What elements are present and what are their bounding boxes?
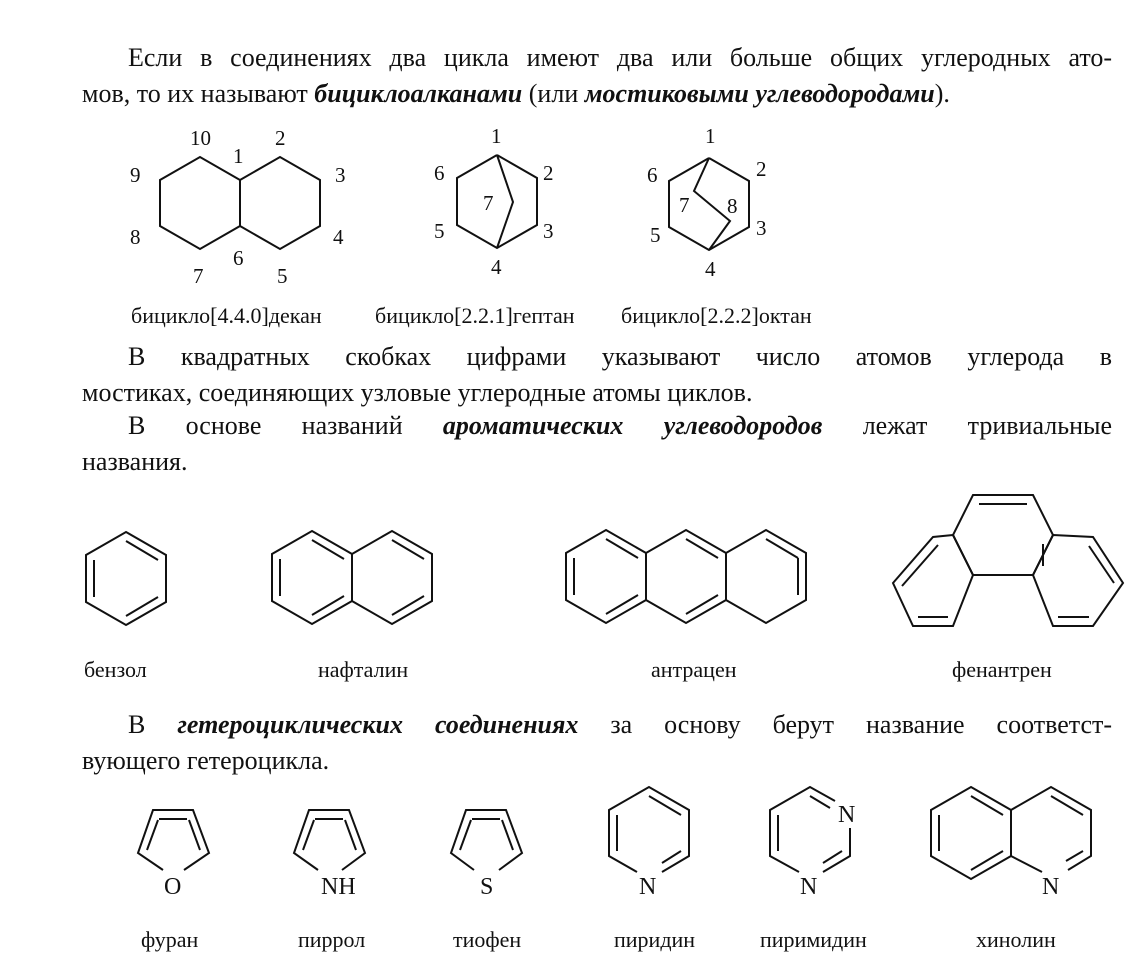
- svg-text:4: 4: [333, 225, 344, 249]
- term-bridged-hydrocarbons: мостиковыми углеводородами: [584, 79, 935, 108]
- term-bicycloalkanes: бициклоалканами: [314, 79, 523, 108]
- svg-text:5: 5: [650, 223, 661, 247]
- svg-text:3: 3: [543, 219, 554, 243]
- caption-pyrrole: пиррол: [298, 927, 366, 952]
- caption-pyridine: пиридин: [614, 927, 696, 952]
- caption-bicyclooctane: бицикло[2.2.2]октан: [621, 303, 812, 328]
- svg-text:N: N: [639, 874, 657, 900]
- svg-text:3: 3: [756, 216, 767, 240]
- svg-text:S: S: [480, 874, 494, 900]
- pyrrole-structure: [294, 810, 365, 900]
- svg-text:9: 9: [130, 163, 141, 187]
- pyridine-structure: [609, 787, 689, 900]
- paragraph-2-line-2: мостиках, соединяющих узловые углеродные атомы циклов.: [82, 378, 753, 407]
- caption-phenanthrene: фенантрен: [952, 657, 1052, 682]
- svg-text:NH: NH: [321, 874, 356, 900]
- caption-pyrimidine: пиримидин: [760, 927, 867, 952]
- paragraph-1-line-1: Если в соединениях два цикла имеют два или больше общих углеродных ато-: [128, 43, 1112, 72]
- svg-text:1: 1: [233, 144, 244, 168]
- svg-text:7: 7: [193, 264, 204, 288]
- caption-thiophene: тиофен: [453, 927, 522, 952]
- svg-text:1: 1: [491, 124, 502, 148]
- svg-text:2: 2: [543, 161, 554, 185]
- svg-text:6: 6: [647, 163, 658, 187]
- svg-text:2: 2: [275, 126, 286, 150]
- svg-text:5: 5: [434, 219, 445, 243]
- svg-text:6: 6: [434, 161, 445, 185]
- caption-quinoline: хинолин: [976, 927, 1056, 952]
- svg-text:2: 2: [756, 157, 767, 181]
- svg-text:N: N: [800, 874, 818, 900]
- paragraph-3-line-2: названия.: [82, 447, 188, 476]
- caption-benzene: бензол: [84, 657, 147, 682]
- svg-text:4: 4: [491, 255, 502, 279]
- svg-text:4: 4: [705, 257, 716, 281]
- svg-text:10: 10: [190, 126, 211, 150]
- caption-bicyclodecane: бицикло[4.4.0]декан: [131, 303, 322, 328]
- caption-furan: фуран: [141, 927, 199, 952]
- quinoline-structure: [931, 787, 1091, 900]
- furan-structure: [138, 810, 209, 900]
- term-heterocyclic-compounds: гетероциклических соединениях: [177, 710, 579, 739]
- paragraph-4-line-2: вующего гетероцикла.: [82, 746, 330, 775]
- svg-text:1: 1: [705, 124, 716, 148]
- caption-naphthalene: нафталин: [318, 657, 409, 682]
- svg-text:7: 7: [483, 191, 494, 215]
- paragraph-4-line-1: В гетероциклических соединениях за основу берут название соответст-: [128, 710, 1113, 739]
- svg-text:O: O: [164, 874, 182, 900]
- caption-anthracene: антрацен: [651, 657, 737, 682]
- term-aromatic-hydrocarbons: ароматических углеводородов: [442, 411, 823, 440]
- caption-bicycloheptane: бицикло[2.2.1]гептан: [375, 303, 575, 328]
- svg-text:8: 8: [727, 194, 738, 218]
- svg-text:7: 7: [679, 193, 690, 217]
- svg-text:3: 3: [335, 163, 346, 187]
- svg-text:N: N: [838, 802, 856, 828]
- svg-text:5: 5: [277, 264, 288, 288]
- paragraph-2-line-1: В квадратных скобках цифрами указывают число атомов углерода в: [128, 342, 1112, 371]
- svg-text:6: 6: [233, 246, 244, 270]
- paragraph-1-line-2: мов, то их называют бициклоалканами (или мостиковыми углеводородами).: [82, 79, 950, 108]
- pyrimidine-structure: [770, 787, 855, 900]
- thiophene-structure: [451, 810, 522, 900]
- svg-text:N: N: [1042, 874, 1060, 900]
- svg-text:8: 8: [130, 225, 141, 249]
- paragraph-3-line-1: В основе названий ароматических углеводородов лежат тривиальные: [128, 411, 1112, 440]
